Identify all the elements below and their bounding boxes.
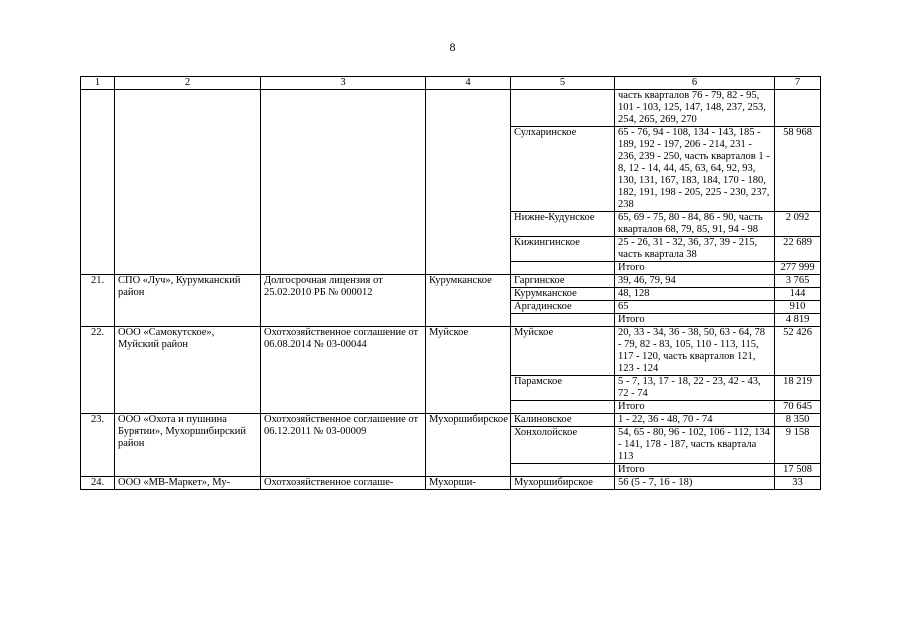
cell-area: Хонхолойское	[511, 427, 615, 464]
cell-size: 910	[775, 301, 821, 314]
cell-area: Парамское	[511, 376, 615, 401]
cell-total-value: 70 645	[775, 401, 821, 414]
cell-area: Сулхаринское	[511, 127, 615, 212]
cell-area: Калиновское	[511, 414, 615, 427]
column-number-2: 2	[115, 77, 261, 90]
cell-document: Охотхозяйственное соглаше-	[261, 477, 426, 490]
cell-total-label: Итого	[615, 262, 775, 275]
cell-total-value: 277 999	[775, 262, 821, 275]
cell-document: Охотхозяйственное соглашение от 06.08.2014 № 03-00044	[261, 327, 426, 414]
cell-total-value: 4 819	[775, 314, 821, 327]
cell-quarters: 25 - 26, 31 - 32, 36, 37, 39 - 215, часть квартала 38	[615, 237, 775, 262]
cell-size: 22 689	[775, 237, 821, 262]
cell-district: Муйское	[426, 327, 511, 414]
cell-area: Кижингинское	[511, 237, 615, 262]
column-number-6: 6	[615, 77, 775, 90]
cell-size: 52 426	[775, 327, 821, 376]
cell-quarters: 20, 33 - 34, 36 - 38, 50, 63 - 64, 78 - 79, 82 - 83, 105, 110 - 113, 115, 117 - 120, часть кварталов 121, 123 - 124	[615, 327, 775, 376]
cell-district: Мухорши-	[426, 477, 511, 490]
page-number: 8	[449, 40, 456, 54]
cell-area	[511, 314, 615, 327]
cell-organization: СПО «Луч», Курумканский район	[115, 275, 261, 327]
cell-organization: ООО «Самокутское», Муйский район	[115, 327, 261, 414]
cell-area: Муйское	[511, 327, 615, 376]
column-number-7: 7	[775, 77, 821, 90]
cell-number: 24.	[81, 477, 115, 490]
cell-district: Курумканское	[426, 275, 511, 327]
cell-organization: ООО «Охота и пушнина Бурятии», Мухоршибирский район	[115, 414, 261, 477]
cell-quarters: 56 (5 - 7, 16 - 18)	[615, 477, 775, 490]
column-number-1: 1	[81, 77, 115, 90]
cell-quarters: 5 - 7, 13, 17 - 18, 22 - 23, 42 - 43, 72 - 74	[615, 376, 775, 401]
cell-quarters: 65 - 76, 94 - 108, 134 - 143, 185 - 189, 192 - 197, 206 - 214, 231 - 236, 239 - 250, часть кварталов 1 - 8, 12 - 14, 44, 45, 63, 64, 92, 93, 130, 131, 167, 183, 184, 170 - 180, 182, 191, 198 - 205, 225 - 230, 237, 238	[615, 127, 775, 212]
table-header-row	[81, 77, 821, 90]
cell-size: 8 350	[775, 414, 821, 427]
cell-size: 33	[775, 477, 821, 490]
table-row	[81, 327, 821, 376]
cell-size	[775, 90, 821, 127]
cell-total-label: Итого	[615, 401, 775, 414]
column-number-3: 3	[261, 77, 426, 90]
cell-quarters: 1 - 22, 36 - 48, 70 - 74	[615, 414, 775, 427]
cell-area	[511, 464, 615, 477]
cell-number	[81, 90, 115, 275]
cell-number: 22.	[81, 327, 115, 414]
cell-document	[261, 90, 426, 275]
cell-organization: ООО «МВ-Маркет», Му-	[115, 477, 261, 490]
cell-size: 58 968	[775, 127, 821, 212]
cell-quarters: 65, 69 - 75, 80 - 84, 86 - 90, часть кварталов 68, 79, 85, 91, 94 - 98	[615, 212, 775, 237]
cell-area	[511, 90, 615, 127]
column-number-5: 5	[511, 77, 615, 90]
table-row	[81, 414, 821, 427]
cell-quarters: 39, 46, 79, 94	[615, 275, 775, 288]
cell-size: 18 219	[775, 376, 821, 401]
table-row	[81, 275, 821, 288]
cell-quarters: 54, 65 - 80, 96 - 102, 106 - 112, 134 - 141, 178 - 187, часть квартала 113	[615, 427, 775, 464]
cell-quarters: 48, 128	[615, 288, 775, 301]
cell-area: Аргадинское	[511, 301, 615, 314]
cell-district: Мухоршибирское	[426, 414, 511, 477]
column-number-4: 4	[426, 77, 511, 90]
table-row	[81, 90, 821, 127]
table-row	[81, 477, 821, 490]
cell-total-value: 17 508	[775, 464, 821, 477]
cell-document: Охотхозяйственное соглашение от 06.12.2011 № 03-00009	[261, 414, 426, 477]
cell-number: 21.	[81, 275, 115, 327]
cell-document: Долгосрочная лицензия от 25.02.2010 РБ № 000012	[261, 275, 426, 327]
cell-area	[511, 401, 615, 414]
cell-size: 2 092	[775, 212, 821, 237]
cell-area	[511, 262, 615, 275]
cell-quarters: часть кварталов 76 - 79, 82 - 95, 101 - 103, 125, 147, 148, 237, 253, 254, 265, 269, 270	[615, 90, 775, 127]
cell-area: Курумканское	[511, 288, 615, 301]
cell-number: 23.	[81, 414, 115, 477]
cell-size: 144	[775, 288, 821, 301]
cell-total-label: Итого	[615, 464, 775, 477]
cell-size: 3 765	[775, 275, 821, 288]
cell-area: Нижне-Кудунское	[511, 212, 615, 237]
cell-area: Гаргинское	[511, 275, 615, 288]
cell-area: Мухоршибирское	[511, 477, 615, 490]
cell-district	[426, 90, 511, 275]
cell-size: 9 158	[775, 427, 821, 464]
hunting-grounds-table	[80, 76, 821, 490]
cell-organization	[115, 90, 261, 275]
cell-quarters: 65	[615, 301, 775, 314]
cell-total-label: Итого	[615, 314, 775, 327]
